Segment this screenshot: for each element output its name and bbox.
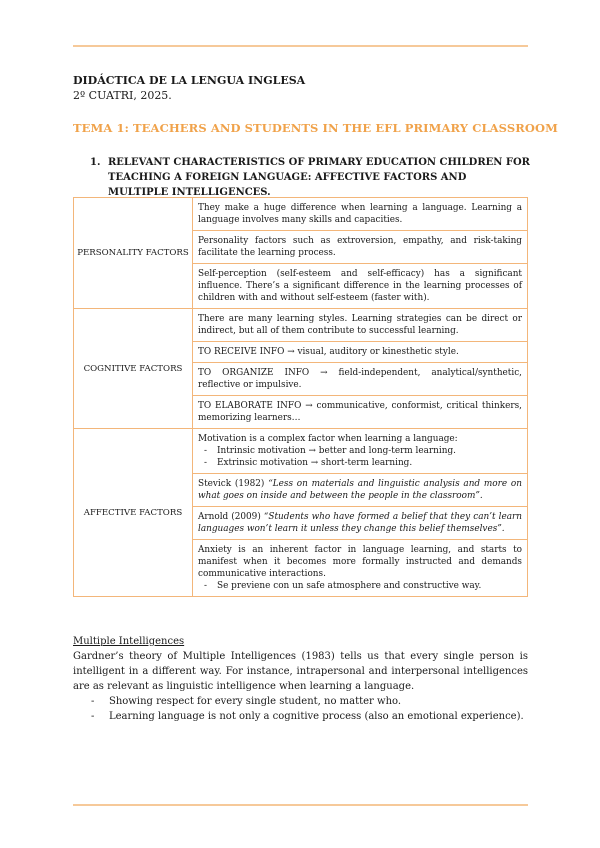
motivation-cell bbox=[193, 429, 528, 474]
list-item: - Showing respect for every single student, no matter who. bbox=[91, 694, 528, 709]
table-cell: They make a huge difference when learning a language. Learning a language involves many skills and capacities. bbox=[193, 198, 528, 231]
table-cell: There are many learning styles. Learning strategies can be direct or indirect, but all of them contribute to successful learning. bbox=[193, 309, 528, 342]
top-divider bbox=[73, 45, 528, 47]
multiple-intelligences-section bbox=[73, 634, 528, 724]
stevick-cell bbox=[193, 474, 528, 507]
bottom-divider bbox=[73, 804, 528, 806]
mi-list bbox=[73, 694, 528, 724]
table-cell: Personality factors such as extroversion, empathy, and risk-taking facilitate the learning process. bbox=[193, 231, 528, 264]
affective-factors-label: AFFECTIVE FACTORS bbox=[74, 429, 193, 597]
section-heading bbox=[90, 155, 530, 200]
list-item: - Intrinsic motivation → better and long-term learning. bbox=[202, 445, 522, 457]
motivation-list bbox=[198, 445, 522, 469]
table-cell: TO RECEIVE INFO → visual, auditory or kinesthetic style. bbox=[193, 342, 528, 363]
mi-paragraph: Gardner’s theory of Multiple Intelligences (1983) tells us that every single person is intelligent in a different way. For instance, intrapersonal and interpersonal intelligences are as relevant as linguistic intelligence when learning a language. bbox=[73, 651, 528, 692]
anxiety-text: Anxiety is an inherent factor in language learning, and starts to manifest when it becomes more formally instructed and demands communicative interactions. bbox=[198, 545, 522, 579]
list-item: - Extrinsic motivation → short-term learning. bbox=[202, 457, 522, 469]
mi-title: Multiple Intelligences bbox=[73, 636, 185, 647]
arnold-quote: “Students who have formed a belief that they can’t learn languages won’t learn it unless they change this belief themselves”. bbox=[198, 512, 522, 534]
anxiety-cell bbox=[193, 540, 528, 597]
arnold-cell bbox=[193, 507, 528, 540]
table-cell: TO ELABORATE INFO → communicative, conformist, critical thinkers, memorizing learners… bbox=[193, 396, 528, 429]
tema-title: TEMA 1: TEACHERS AND STUDENTS IN THE EFL PRIMARY CLASSROOM bbox=[73, 121, 558, 135]
subject-title: DIDÁCTICA DE LA LENGUA INGLESA bbox=[73, 74, 306, 87]
table-row bbox=[74, 309, 528, 342]
list-item: - Learning language is not only a cognitive process (also an emotional experience). bbox=[91, 709, 528, 724]
table-cell: TO ORGANIZE INFO → field-independent, analytical/synthetic, reflective or impulsive. bbox=[193, 363, 528, 396]
arnold-author: Arnold (2009) bbox=[198, 512, 261, 522]
factors-table bbox=[73, 197, 528, 597]
stevick-quote: “Less on materials and linguistic analysis and more on what goes on inside and between the people in the classroom”. bbox=[198, 479, 522, 501]
section-title: RELEVANT CHARACTERISTICS OF PRIMARY EDUCATION CHILDREN FOR TEACHING A FOREIGN LANGUAGE: AFFECTIVE FACTORS AND MULTIPLE INTELLIGENCES. bbox=[108, 157, 530, 198]
stevick-author: Stevick (1982) bbox=[198, 479, 265, 489]
table-cell: Self-perception (self-esteem and self-efficacy) has a significant influence. There’s a significant difference in the learning processes of children with and without self-esteem (faster with). bbox=[193, 264, 528, 309]
list-item: - Se previene con un safe atmosphere and constructive way. bbox=[202, 580, 522, 592]
section-number: 1. bbox=[90, 157, 101, 168]
document-header bbox=[73, 73, 305, 103]
motivation-intro: Motivation is a complex factor when learning a language: bbox=[198, 434, 458, 444]
cognitive-factors-label: COGNITIVE FACTORS bbox=[74, 309, 193, 429]
anxiety-list bbox=[198, 580, 522, 592]
table-row bbox=[74, 429, 528, 474]
term-label: 2º CUATRI, 2025. bbox=[73, 89, 172, 102]
table-row bbox=[74, 198, 528, 231]
personality-factors-label: PERSONALITY FACTORS bbox=[74, 198, 193, 309]
